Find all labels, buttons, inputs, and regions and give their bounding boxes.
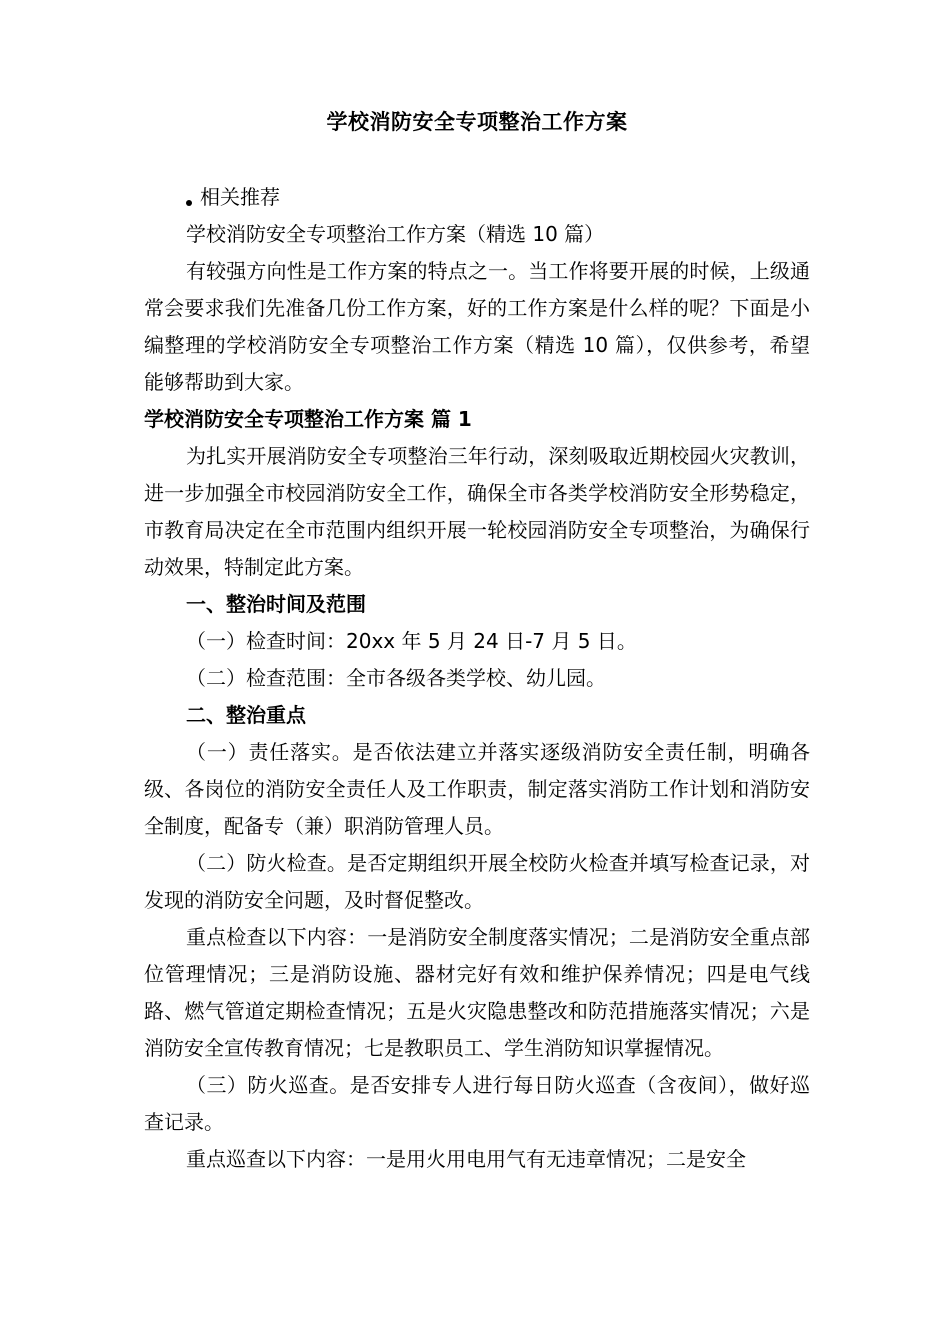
paragraph-1: 为扎实开展消防安全专项整治三年行动，深刻吸取近期校园火灾教训，进一步加强全市校园消防安全工作，确保全市各类学校消防安全形势稳定，市教育局决定在全市范围内组织开展一轮校园消防安全专项整治，为确保行动效果，特制定此方案。: [144, 444, 810, 579]
document-page: [144, 105, 810, 1178]
document-title: 学校消防安全专项整治工作方案: [326, 110, 628, 134]
heading-2: 二、整治重点: [186, 703, 306, 727]
item-1-2: （二）检查范围：全市各级各类学校、幼儿园。: [186, 666, 606, 690]
section-title: 学校消防安全专项整治工作方案 篇 1: [144, 407, 472, 431]
item-1-1: （一）检查时间：20xx 年 5 月 24 日-7 月 5 日。: [186, 629, 637, 653]
bullet-icon: [186, 200, 192, 206]
item-2-3: （三）防火巡查。是否安排专人进行每日防火巡查（含夜间），做好巡查记录。: [144, 1073, 810, 1134]
intro-paragraph: 有较强方向性是工作方案的特点之一。当工作将要开展的时候，上级通常会要求我们先准备几份工作方案，好的工作方案是什么样的呢？下面是小编整理的学校消防安全专项整治工作方案（精选 10 篇），仅供参考，希望能够帮助到大家。: [144, 259, 810, 394]
related-label: 相关推荐: [200, 185, 280, 209]
item-2-2-detail: 重点检查以下内容：一是消防安全制度落实情况；二是消防安全重点部位管理情况；三是消防设施、器材完好有效和维护保养情况；四是电气线路、燃气管道定期检查情况；五是火灾隐患整改和防范措施落实情况；六是消防安全宣传教育情况；七是教职员工、学生消防知识掌握情况。: [144, 925, 810, 1060]
subtitle: 学校消防安全专项整治工作方案（精选 10 篇）: [186, 222, 605, 246]
item-2-3-detail: 重点巡查以下内容：一是用火用电用气有无违章情况；二是安全: [186, 1147, 746, 1171]
item-2-2: （二）防火检查。是否定期组织开展全校防火检查并填写检查记录，对发现的消防安全问题，及时督促整改。: [144, 851, 810, 912]
heading-1: 一、整治时间及范围: [186, 592, 366, 616]
item-2-1: （一）责任落实。是否依法建立并落实逐级消防安全责任制，明确各级、各岗位的消防安全责任人及工作职责，制定落实消防工作计划和消防安全制度，配备专（兼）职消防管理人员。: [144, 740, 810, 838]
related-recommend: [144, 179, 810, 216]
